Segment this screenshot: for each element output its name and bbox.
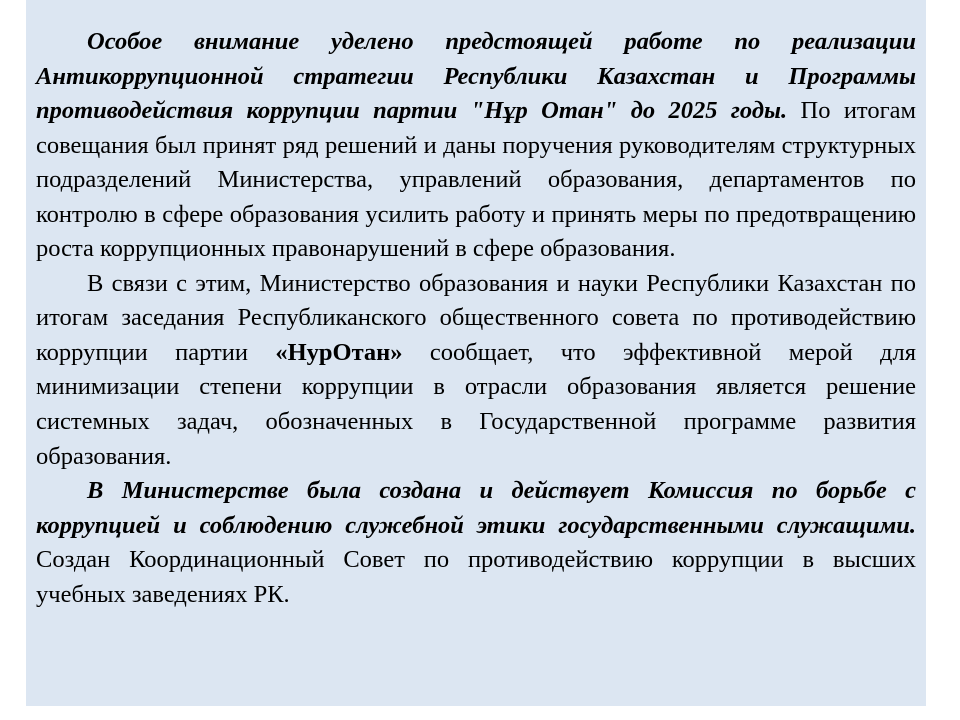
paragraph-3-emphasis: В Министерстве была создана и действует Комиссия по борьбе с коррупцией и соблюдению служебной этики государственными служащими. bbox=[36, 477, 916, 539]
paragraph-1-body: По итогам совещания был принят ряд решений и даны поручения руководителям структурных подразделений Министерства, управлений образования, департаментов по контролю в сфере образования усилить работу и принять меры по предотвращению роста коррупционных правонарушений в сфере образования. bbox=[36, 97, 916, 263]
paragraph-2 bbox=[36, 267, 916, 474]
paragraph-2-after: сообщает, что эффективной мерой для минимизации степени коррупции в отрасли образования является решение системных задач, обозначенных в Государственной программе развития образования. bbox=[36, 338, 917, 470]
text-body bbox=[36, 25, 916, 612]
paragraph-1-emphasis: Особое внимание уделено предстоящей работе по реализации Антикоррупционной стратегии Республики Казахстан и Программы противодействия коррупции партии "Нұр Отан" до 2025 годы. bbox=[36, 28, 916, 125]
party-name-bold: «НурОтан» bbox=[275, 338, 403, 366]
paragraph-2-before: В связи с этим, Министерство образования и науки Республики Казахстан по итогам заседания Республиканского общественного совета по противодействию коррупции партии bbox=[36, 269, 916, 366]
paragraph-1 bbox=[36, 25, 916, 267]
paragraph-3 bbox=[36, 474, 916, 612]
paragraph-3-body: Создан Координационный Совет по противодействию коррупции в высших учебных заведениях РК. bbox=[36, 546, 916, 608]
